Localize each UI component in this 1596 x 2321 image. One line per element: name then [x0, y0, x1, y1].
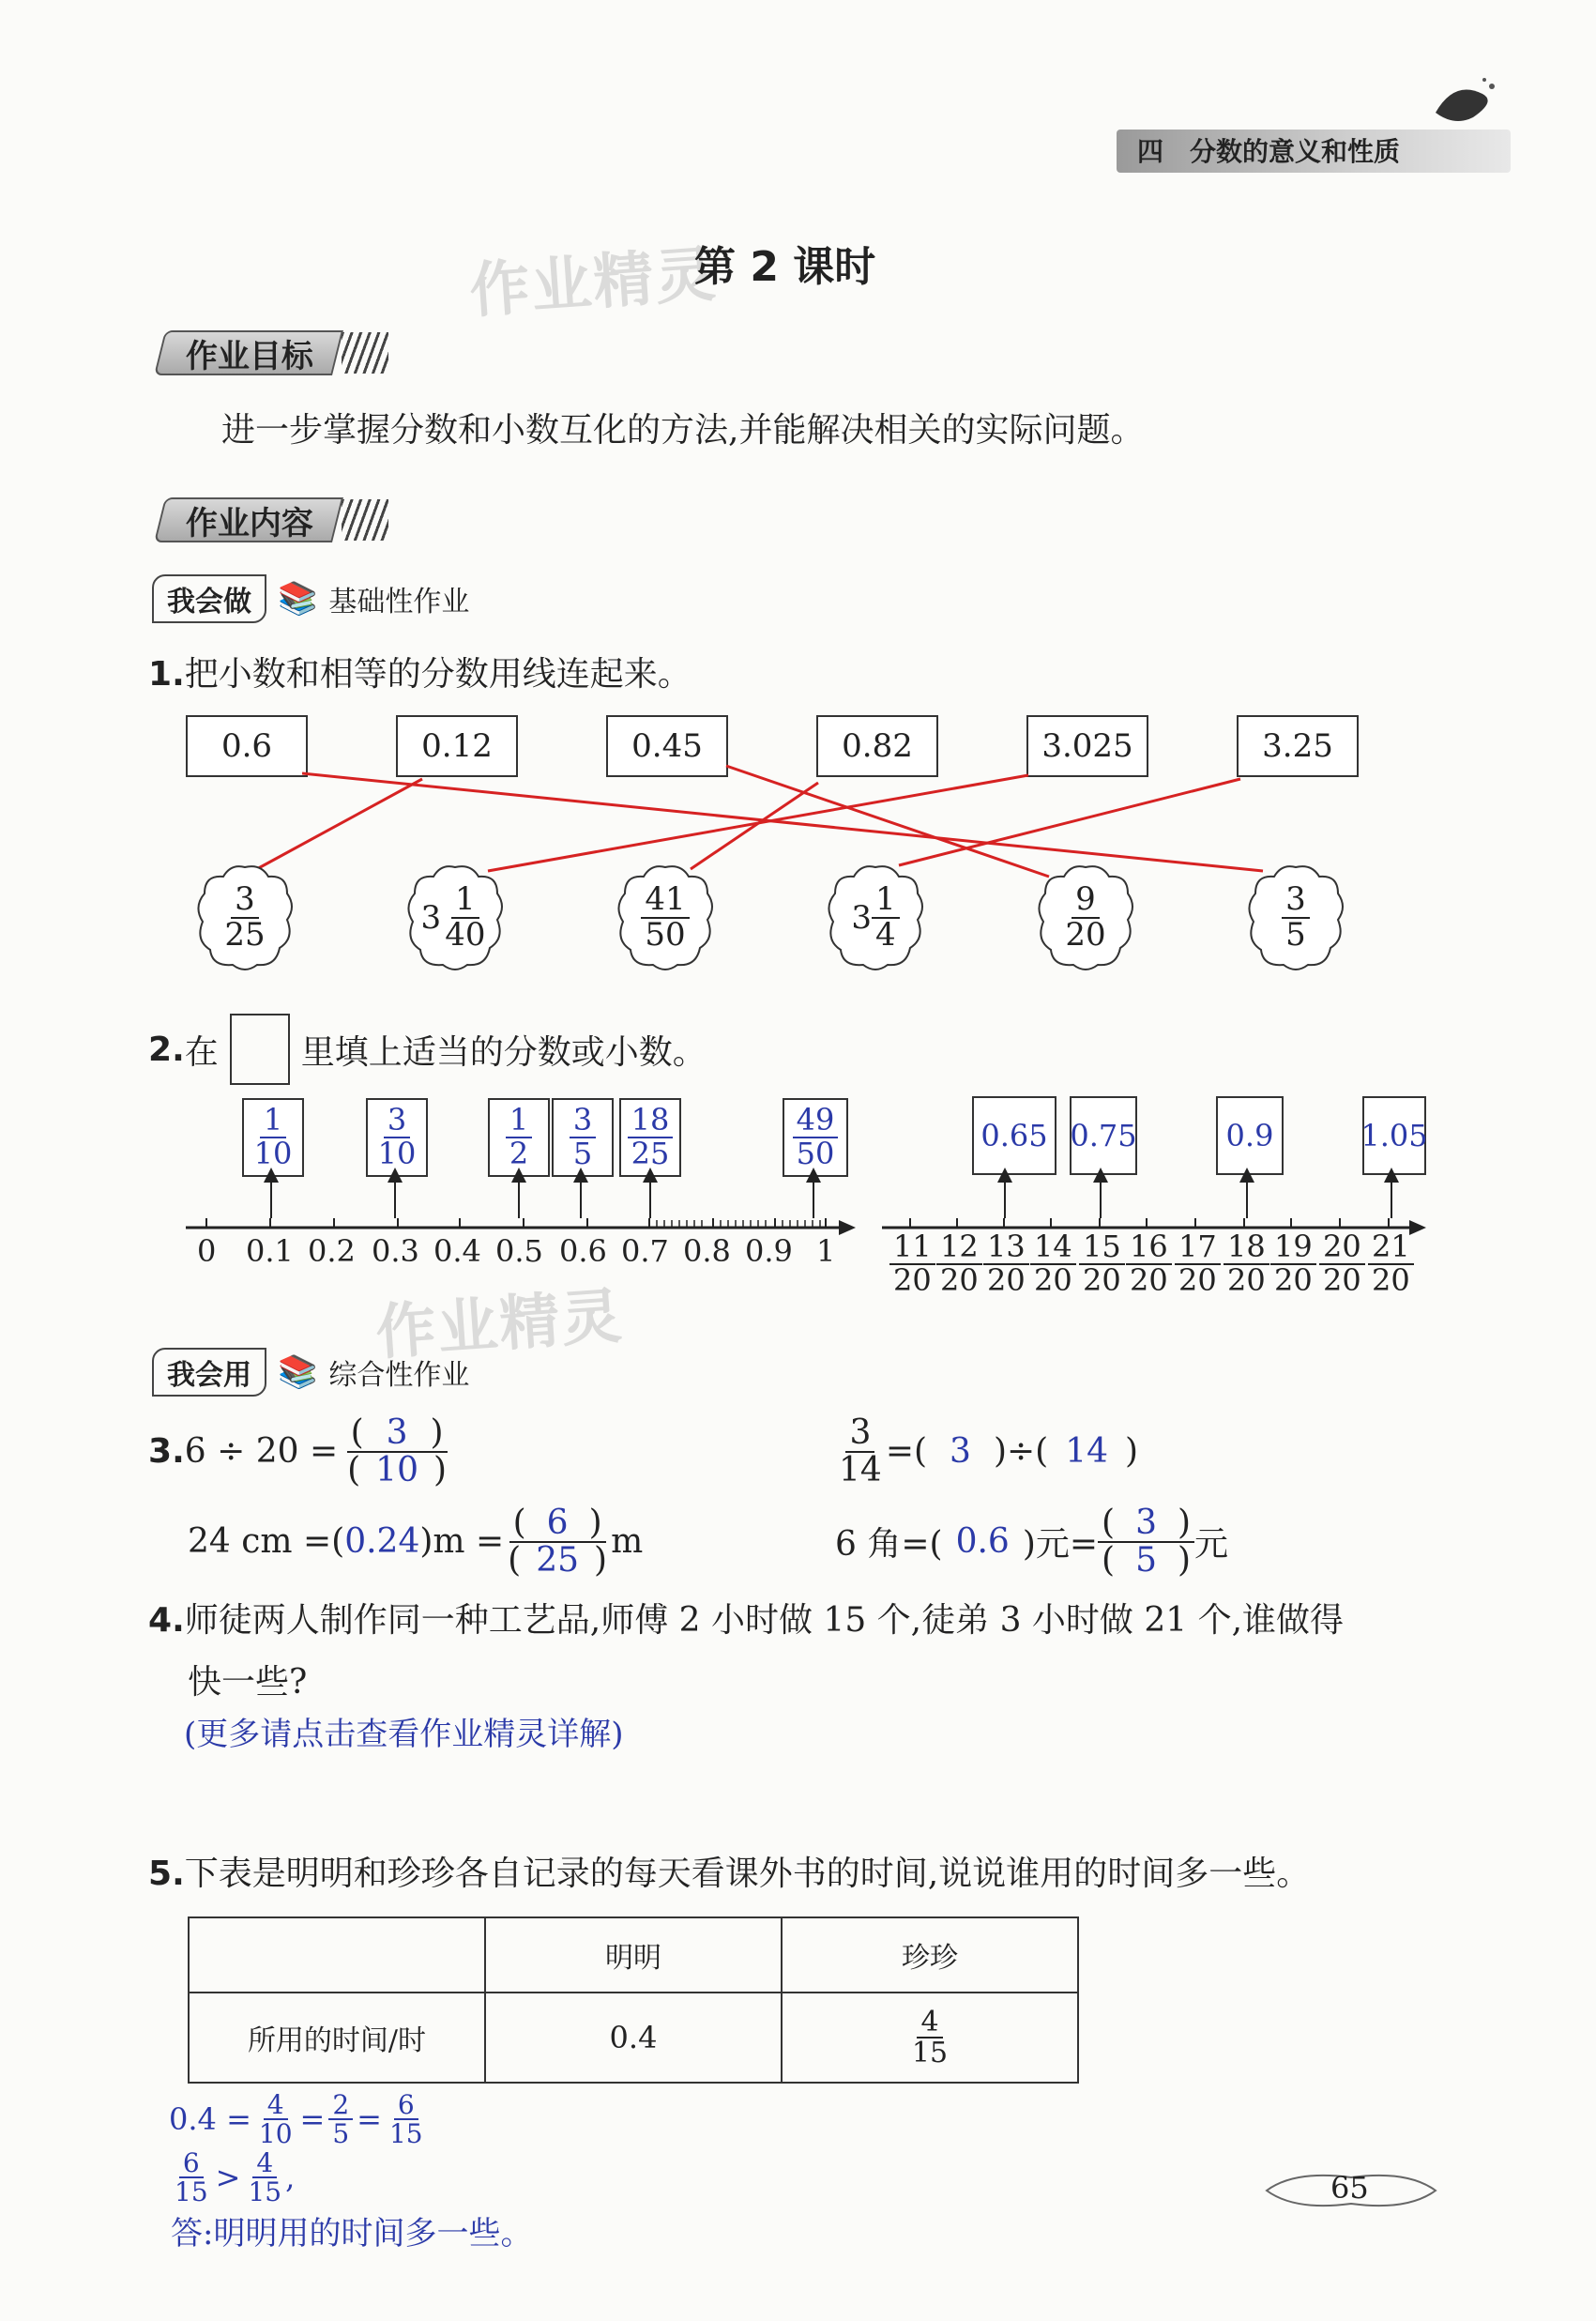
- answer-line: [253, 779, 422, 871]
- tick-fraction: $\frac{19}{20}$: [1270, 1231, 1316, 1296]
- tick-fraction: $\frac{21}{20}$: [1368, 1231, 1414, 1296]
- table-cell: 0.4: [485, 1993, 782, 2083]
- answer-box: 1.05: [1362, 1096, 1426, 1175]
- tick-label: 0.8: [683, 1233, 731, 1269]
- tick-fraction: $\frac{20}{20}$: [1319, 1231, 1365, 1296]
- fraction-cloud: 3 $\frac{1}{40}$: [405, 862, 505, 974]
- q4-text: 4.师徒两人制作同一种工艺品,师傅 2 小时做 15 个,徒弟 3 小时做 21 个,谁做得: [148, 1601, 1345, 1640]
- answer-line: [691, 783, 818, 869]
- lesson-title: 第 2 课时: [694, 243, 876, 291]
- tick-label: 0.4: [433, 1233, 481, 1269]
- fraction-cloud: $\frac{3}{5}$: [1246, 862, 1345, 974]
- tick-label: 0.9: [745, 1233, 793, 1269]
- goal-heading: 作业目标: [160, 328, 388, 377]
- q3-line2-right: 6 角=( 0.6 )元= $\frac{( 3 )}{( 5 )}$ 元: [835, 1504, 1229, 1580]
- tick-label: 0.5: [495, 1233, 543, 1269]
- q4-text-cont: 快一些?: [188, 1663, 308, 1702]
- books-icon: 📚: [278, 1353, 318, 1391]
- table-cell: $\frac{4}{15}$: [782, 1993, 1078, 2083]
- tick-fraction: $\frac{11}{20}$: [889, 1231, 935, 1296]
- watermark-top: 作业精灵: [467, 239, 720, 328]
- answer-box: 0.9: [1216, 1096, 1284, 1175]
- fraction-cloud: 3 $\frac{1}{4}$: [826, 862, 925, 974]
- chapter-title: 四 分数的意义和性质: [1137, 136, 1401, 167]
- tick-fraction: $\frac{15}{20}$: [1079, 1231, 1125, 1296]
- q1-text: 1.把小数和相等的分数用线连起来。: [148, 655, 692, 694]
- q5-answer-line1: 0.4 = $\frac{4}{10}$ = $\frac{2}{5}$ = $\frac{6}{15}$: [169, 2089, 423, 2150]
- q2-text: 2 . 在 里填上适当的分数或小数。: [148, 1014, 707, 1085]
- tick-fraction: $\frac{12}{20}$: [936, 1231, 982, 1296]
- books-icon: 📚: [278, 580, 318, 618]
- decimal-box: 0.12: [396, 715, 518, 777]
- tick-fraction: $\frac{18}{20}$: [1224, 1231, 1269, 1296]
- goal-text: 进一步掌握分数和小数互化的方法,并能解决相关的实际问题。: [221, 411, 1145, 450]
- decimal-box: 3.25: [1237, 715, 1359, 777]
- tick-label: 0.7: [621, 1233, 669, 1269]
- fraction-cloud: $\frac{9}{20}$: [1036, 862, 1135, 974]
- answer-box: $\frac{1}{10}$: [242, 1098, 304, 1177]
- apply-subheading: 我会用 📚 综合性作业: [152, 1348, 469, 1397]
- decimal-box: 0.45: [606, 715, 728, 777]
- table-header: 珍珍: [782, 1917, 1078, 1993]
- tick-label: 0: [197, 1233, 217, 1269]
- tick-fraction: $\frac{16}{20}$: [1126, 1231, 1172, 1296]
- tick-label: 1: [816, 1233, 836, 1269]
- reading-time-table: [188, 1916, 1079, 2084]
- page-number: 65: [1330, 2170, 1369, 2206]
- answer-box: 0.75: [1070, 1096, 1137, 1175]
- answer-box: $\frac{49}{50}$: [783, 1098, 848, 1177]
- q3-line1-left: 3 . 6 ÷ 20 = $\frac{( 3 )}{( 10 )}$: [148, 1413, 448, 1489]
- fraction-cloud: $\frac{3}{25}$: [195, 862, 295, 974]
- q5-answer-line2: $\frac{6}{15}$ > $\frac{4}{15}$ ,: [175, 2147, 296, 2208]
- table-header: 明明: [485, 1917, 782, 1993]
- blank-box-sample: [230, 1014, 290, 1085]
- tick-label: 0.2: [308, 1233, 356, 1269]
- answer-box: 0.65: [972, 1096, 1056, 1175]
- tick-label: 0.6: [559, 1233, 607, 1269]
- more-details-link[interactable]: (更多请点击查看作业精灵详解): [184, 1716, 624, 1753]
- answer-box: $\frac{3}{10}$: [366, 1098, 428, 1177]
- basic-subheading: 我会做 📚 基础性作业: [152, 574, 469, 623]
- tick-fraction: $\frac{17}{20}$: [1175, 1231, 1221, 1296]
- tick-label: 0.1: [246, 1233, 294, 1269]
- q3-line2-left: 24 cm =( 0.24 )m = $\frac{( 6 )}{( 25 )}$ m: [188, 1504, 644, 1580]
- decimal-box: 3.025: [1026, 715, 1148, 777]
- q3-line1-right: $\frac{3}{14}$ =( 3 )÷( 14 ): [839, 1413, 1139, 1489]
- watermark-mid: 作业精灵: [373, 1281, 626, 1369]
- q5-text: 5.下表是明明和珍珍各自记录的每天看课外书的时间,说说谁用的时间多一些。: [148, 1855, 1311, 1893]
- answer-box: $\frac{1}{2}$: [488, 1098, 550, 1177]
- fraction-cloud: $\frac{41}{50}$: [616, 862, 715, 974]
- tick-fraction: $\frac{13}{20}$: [983, 1231, 1029, 1296]
- table-row-label: 所用的时间/时: [189, 1993, 485, 2083]
- q5-answer-line3: 答:明明用的时间多一些。: [171, 2215, 533, 2252]
- answer-box: $\frac{18}{25}$: [619, 1098, 681, 1177]
- decimal-box: 0.6: [186, 715, 308, 777]
- tick-label: 0.3: [372, 1233, 419, 1269]
- decimal-box: 0.82: [816, 715, 938, 777]
- content-heading: 作业内容: [160, 496, 388, 544]
- answer-box: $\frac{3}{5}$: [552, 1098, 614, 1177]
- tick-fraction: $\frac{14}{20}$: [1030, 1231, 1076, 1296]
- answer-line: [488, 775, 1028, 871]
- table-corner: [189, 1917, 485, 1993]
- answer-line: [302, 773, 1263, 871]
